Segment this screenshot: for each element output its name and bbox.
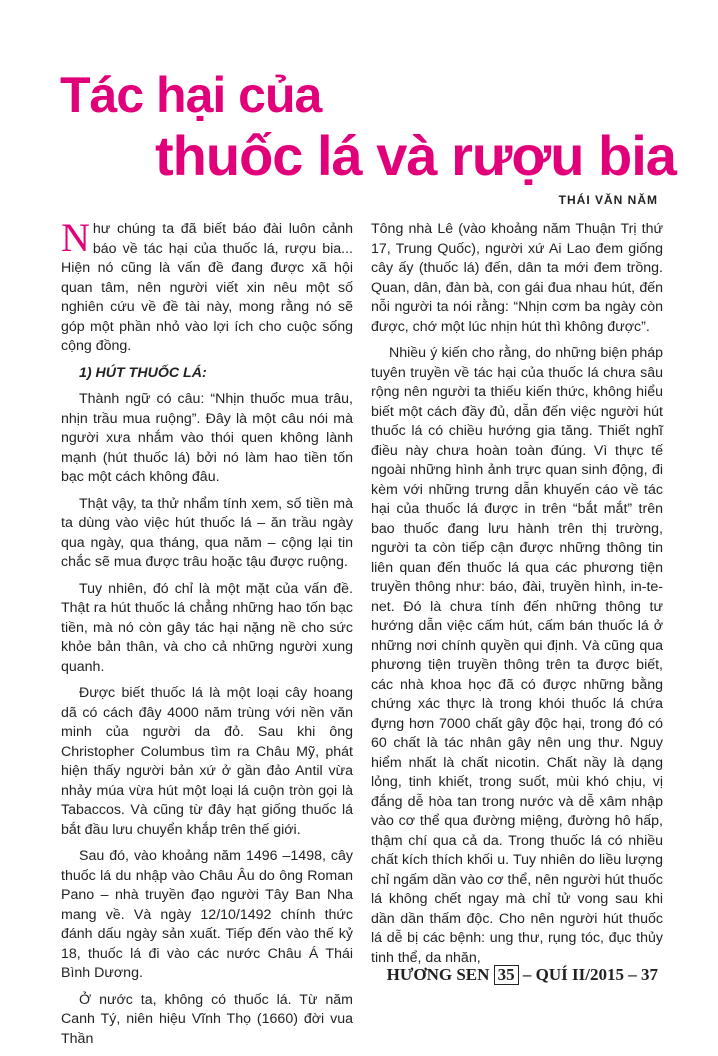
article-title-line1: Tác hại của <box>60 67 322 123</box>
drop-cap: N <box>61 215 90 260</box>
magazine-name: HƯƠNG SEN <box>386 965 490 984</box>
paragraph: Nhiều ý kiến cho rằng, do những biện pháp tuyên truyền về tác hại của thuốc lá chưa sâu rộng nên người ta thiếu kiến thức, không hiểu biết một cách đầy đủ, dẫn đến việc người hút thuốc lá có chiều hướng gia tăng. Thiết nghĩ điều này chưa hoàn toàn đúng. Vì thực tế ngoài những hình ảnh trực quan sinh động, đi kèm với những trưng dẫn khuyến cáo về tác hại của thuốc lá được in trên “bắt mắt” trên bao thuốc đang lưu hành trên thị trường, người ta còn tiếp cận được những thông tin liên quan đến thuốc lá qua các phương tiện truyền thông như: báo, đài, truyền hình, in-te-net. Đó là chưa tính đến những thông tư hướng dẫn việc cấm hút, cấm bán thuốc lá ở những nơi chính quyền qui định. Và cũng qua phương tiện truyền thông trên ta được biết, các nhà khoa học đã có được những bằng chứng xác thực là trong khói thuốc lá chứa đựng hơn 7000 chất gây độc hại, trong đó có 60 chất là tác nhân gây nên ung thư. Nguy hiểm nhất là chất nicotin. Chất nầy là dạng lỏng, tinh khiết, trong suốt, mùi khó chịu, vị đắng dễ hòa tan trong nước và dễ xâm nhập vào cơ thể qua đường miệng, đường hô hấp, thậm chí qua cả da. Trong thuốc lá có nhiều chất kích thích khối u. Tuy nhiên do liều lượng chỉ ngấm dần vào cơ thể, nên người hút thuốc lá không chết ngay mà chỉ tử vong sau khi dần dần thấm độc. Cho nên người hút thuốc lá dễ bị các bệnh: ung thư, rụng tóc, đục thủy tinh thể, da nhăn, <box>371 345 663 966</box>
paragraph: Sau đó, vào khoảng năm 1496 –1498, cây thuốc lá du nhập vào Châu Âu do ông Roman Pano – nhà truyền đạo người Tây Ban Nha mang về. Và ngày 12/10/1492 chính thức đánh dấu ngày sản xuất. Tiếp đến vào thế kỷ 18, thuốc lá đi vào các nước Châu Á Thái Bình Dương. <box>61 848 353 981</box>
paragraph: Ở nước ta, không có thuốc lá. Từ năm Canh Tý, niên hiệu Vĩnh Thọ (1660) đời vua Thần <box>61 991 353 1047</box>
section-heading: 1) HÚT THUỐC LÁ: <box>79 364 207 381</box>
right-column <box>371 220 663 975</box>
paragraph: Tuy nhiên, đó chỉ là một mặt của vấn đề. Thật ra hút thuốc lá chẳng những hao tốn bạc tiền, mà nó còn gây tác hại nặng nề cho sức khỏe bản thân, và cho cả những người xung quanh. <box>61 580 353 675</box>
issue-quarter: – QUÍ II/2015 – <box>522 965 637 984</box>
intro-text: hư chúng ta đã biết báo đài luôn cảnh báo về tác hại của thuốc lá, rượu bia... Hiện nó cũng là vấn đề đang được xã hội quan tâm, nên người viết xin nêu một số nghiên cứu về đề tài này, mong rằng nó sẽ góp một phần nhỏ vào lợi ích cho cuộc sống cộng đồng. <box>61 221 353 354</box>
author-name: THÁI VĂN NĂM <box>558 193 658 207</box>
left-column <box>61 215 353 1056</box>
paragraph: Tông nhà Lê (vào khoảng năm Thuận Trị thứ 17, Trung Quốc), người xứ Ai Lao đem giống cây ấy (thuốc lá) đến, dân ta mới đem trồng. Quan, dân, đàn bà, con gái đua nhau hút, đến nỗi người ta nói rằng: “Nhịn cơm ba ngày còn được, chớ một lúc nhịn hút thì không được”. <box>371 221 663 335</box>
page-footer <box>387 965 658 985</box>
paragraph: Thật vậy, ta thử nhẩm tính xem, số tiền mà ta dùng vào việc hút thuốc lá – ăn trầu ngày qua ngày, qua tháng, qua năm – cộng lại tin chắc sẽ mua được trâu hoặc tậu được ruộng. <box>61 495 353 570</box>
intro-paragraph <box>61 215 353 357</box>
paragraph: Thành ngữ có câu: “Nhịn thuốc mua trâu, nhịn trầu mua ruộng”. Đây là một câu nói mà người xưa nhắm vào thói quen không lành mạnh (hút thuốc lá) bởi nó làm hao tiền tốn bạc một cách không đâu. <box>61 391 353 485</box>
issue-number: 35 <box>494 965 519 985</box>
page-number: 37 <box>641 965 658 984</box>
paragraph: Được biết thuốc lá là một loại cây hoang dã có cách đây 4000 năm trùng với nền văn minh của người da đỏ. Sau khi ông Christopher Columbus tìm ra Châu Mỹ, phát hiện thấy người bản xứ ở gần đảo Antil vừa nhảy múa vừa hút một loại lá cuộn tròn gọi là Tabaccos. Và cũng từ đây hạt giống thuốc lá bắt đầu lưu chuyển khắp trên thế giới. <box>61 685 353 838</box>
article-title-line2: thuốc lá và rượu bia <box>155 124 676 187</box>
